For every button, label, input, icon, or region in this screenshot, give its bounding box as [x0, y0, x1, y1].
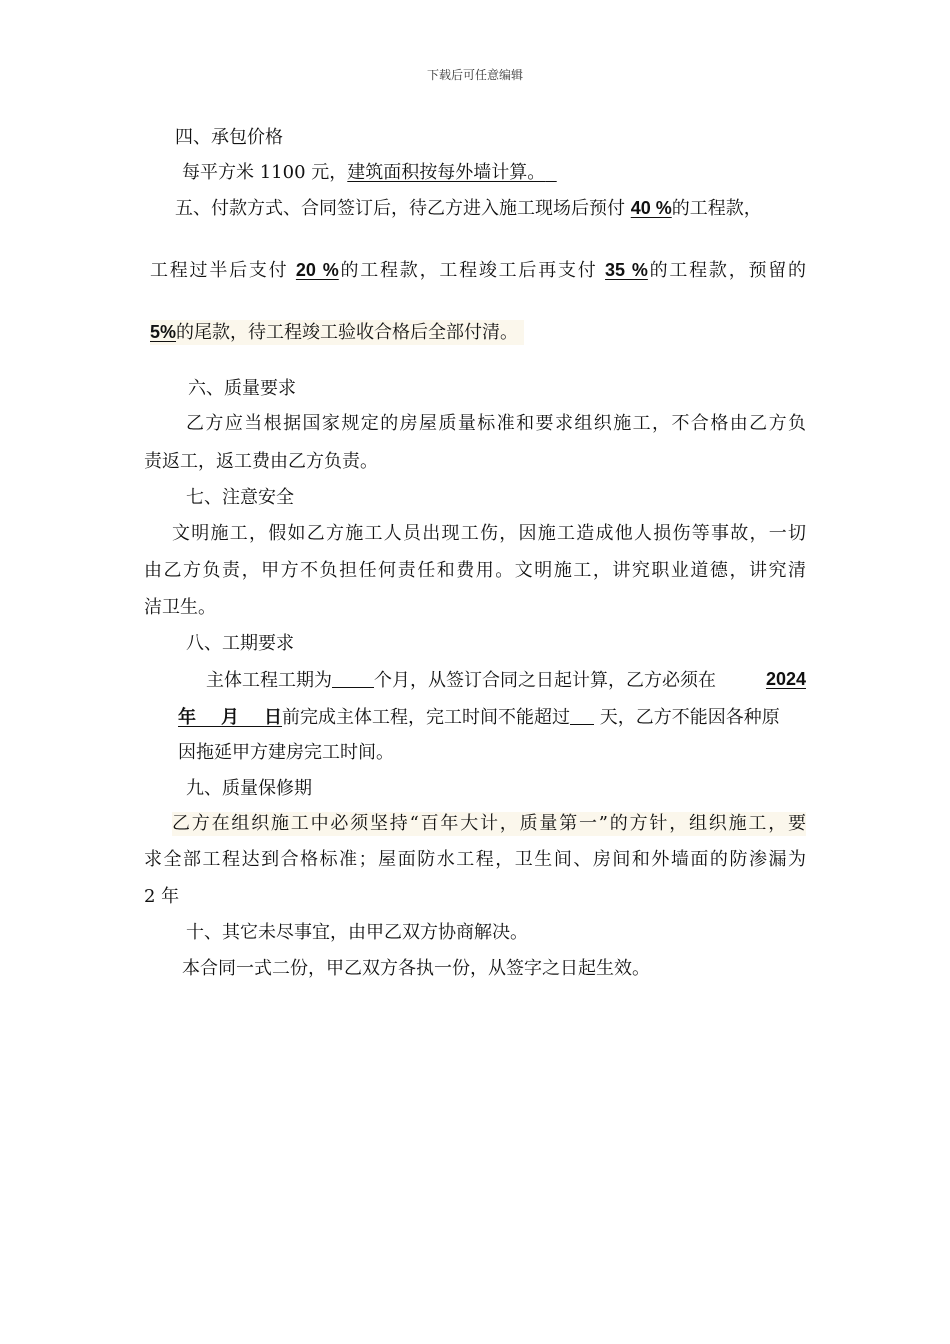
- section-5-line-3: [150, 320, 524, 345]
- deadline-year: 2024: [765, 669, 806, 689]
- section-8-line-3: 因拖延甲方建房完工时间。: [178, 742, 394, 763]
- section-9-line-1: 乙方在组织施工中必须坚持“百年大计，质量第一”的方针，组织施工，要: [172, 813, 806, 834]
- payment-mid-b: 的工程款，工程竣工后再支付: [338, 260, 598, 281]
- section-10-line-2: 本合同一式二份，甲乙双方各执一份，从签字之日起生效。: [182, 958, 650, 979]
- section-9-line-2: 求全部工程达到合格标准；屋面防水工程，卫生间、房间和外墙面的防渗漏为: [144, 849, 806, 870]
- period-b1: 前完成主体工程，完工时间不能超过: [282, 707, 571, 728]
- period-a2: 个月，从签订合同之日起计算，乙方必须在: [374, 670, 716, 691]
- section-6-line-2: 责返工，返工费由乙方负责。: [144, 451, 378, 472]
- payment-tail: 的尾款，待工程竣工验收合格后全部付清。: [176, 322, 519, 343]
- section-6-heading: 六、质量要求: [188, 378, 296, 399]
- section-10-line-1: 十、其它未尽事宜，由甲乙双方协商解决。: [186, 922, 528, 943]
- payment-lead: 五、付款方式、合同签订后，待乙方进入施工现场后预付: [175, 198, 625, 219]
- payment-mid-a: 工程过半后支付: [150, 260, 289, 281]
- area-rule: 建筑面积按每外墙计算。: [347, 162, 546, 183]
- section-4-heading: 四、承包价格: [175, 127, 283, 148]
- payment-pct-35: 35 %: [605, 260, 648, 280]
- section-8-line-2: [178, 704, 780, 730]
- payment-mid-c: 的工程款，预留的: [647, 260, 807, 281]
- section-8-heading: 八、工期要求: [186, 633, 294, 654]
- section-7-line-2: 由乙方负责，甲方不负担任何责任和费用。文明施工，讲究职业道德，讲究清: [144, 560, 806, 581]
- days-blank: [570, 704, 594, 725]
- section-5-line-2: [150, 258, 806, 283]
- payment-pct-40: 40 %: [630, 198, 672, 218]
- section-7-line-3: 洁卫生。: [144, 597, 216, 618]
- months-blank: [332, 667, 374, 688]
- section-5-line-1: [175, 196, 762, 221]
- payment-after-1: 的工程款，: [671, 198, 762, 219]
- payment-pct-5: 5%: [150, 322, 177, 342]
- period-a1: 主体工程工期为: [206, 670, 332, 691]
- deadline-date: [178, 707, 282, 727]
- section-9-line-3: 2 年: [144, 886, 180, 907]
- payment-pct-20: 20 %: [295, 260, 339, 280]
- section-6-line-1: 乙方应当根据国家规定的房屋质量标准和要求组织施工，不合格由乙方负: [186, 413, 806, 434]
- date-month: 月: [221, 707, 240, 727]
- section-9-heading: 九、质量保修期: [186, 778, 312, 799]
- date-year: 年: [178, 707, 196, 727]
- section-4-price: [182, 161, 557, 185]
- section-7-line-1: 文明施工，假如乙方施工人员出现工伤，因施工造成他人损伤等事故，一切: [172, 523, 806, 544]
- section-7-heading: 七、注意安全: [186, 487, 294, 508]
- date-day: 日: [264, 707, 283, 727]
- page-header: 下载后可任意编辑: [426, 68, 523, 82]
- price-text: 每平方米 1100 元，: [182, 162, 348, 183]
- section-8-line-1: [206, 667, 806, 693]
- period-b2: 天，乙方不能因各种原: [599, 707, 780, 728]
